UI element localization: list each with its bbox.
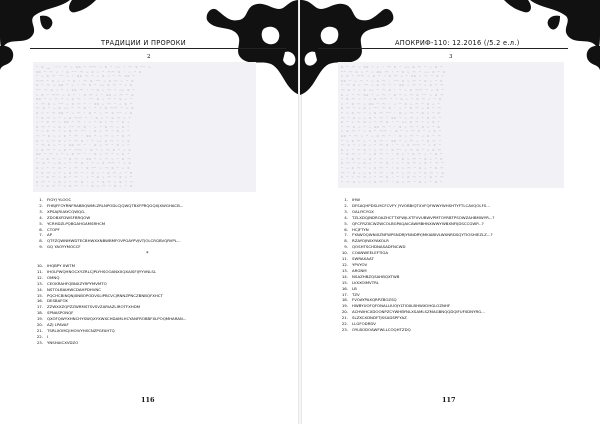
list-item-number: 23. xyxy=(36,339,43,345)
list-item-number: 17. xyxy=(341,291,348,297)
list-item-text: HWBYUOFQFONALLIUOJYLTIOXLBHWXOHGLOZNHF xyxy=(352,303,451,309)
list-item-text: IHQBPY XWTM xyxy=(47,263,75,268)
list-item-number: 19. xyxy=(341,303,348,309)
list-item-number: 18. xyxy=(36,310,43,316)
running-head: ТРАДИЦИИ И ПРОРОКИ xyxy=(101,39,187,47)
list-item-number: 4. xyxy=(39,214,43,220)
list-item-text: YNSHAICXVDZO xyxy=(47,339,79,345)
list-item-number: 14. xyxy=(36,286,43,292)
list-item-number: 13. xyxy=(36,280,43,286)
list-item-text: RZAYOJIWXYAKOLR xyxy=(352,238,389,244)
list-item-number: 3. xyxy=(39,208,43,214)
list-item-text: LB xyxy=(352,285,357,291)
list-item-text: CEOKRAHFQBNXZYRPYMVMTO xyxy=(47,280,107,286)
page-folio: 116 xyxy=(141,396,155,404)
cipher-list-a xyxy=(33,197,183,250)
list-item-number: 13. xyxy=(341,267,348,273)
list-item-text: SPNASPONQF xyxy=(47,310,74,316)
list-item-number: 21. xyxy=(341,315,348,321)
list-item-number: 2. xyxy=(39,202,43,208)
list-item-text: FVOAYPAXQRPZBOZSQ xyxy=(352,297,397,303)
list-item-number: 11. xyxy=(341,256,348,262)
list-item-text: ZZWXXZQPZZWRMSTSVSVZARIAZLIROTFXHDM xyxy=(47,304,141,310)
list-item-text: HCJFTYN xyxy=(352,226,369,232)
list-item-number: 9. xyxy=(39,244,43,250)
list-item-number: 5. xyxy=(344,220,348,226)
list-item-text: QFCFRZXCWZWCOLBGPAQAICAWMBHNXWWYWBXNFIJDSCCGWP...? xyxy=(352,220,484,226)
list-item xyxy=(338,327,494,333)
list-item-number: 11. xyxy=(36,268,43,274)
list-item-text: LLGFODRDV xyxy=(352,321,376,327)
list-item-text: I xyxy=(47,333,49,339)
list-item-number: 17. xyxy=(36,304,43,310)
list-item-number: 23. xyxy=(341,326,348,332)
list-item-number: 12. xyxy=(341,261,348,267)
cipher-list-b xyxy=(33,263,187,346)
list-item-text: TZV xyxy=(352,291,360,297)
list-item-text: AZJ LPAVAF xyxy=(47,322,69,328)
list-item-text: FYAWOQWNIXZNFWPSNDRJYNNDRYJMKIABIVLWXNRDSQYTIOSHIEZLZ...? xyxy=(352,232,493,238)
list-item-text: FHBJFFOYRNFRABBQWMLZRLNPODLCJQWQTBXFPRQGQXJXWGHACB... xyxy=(47,202,184,208)
list-item-text: IHW xyxy=(352,197,360,202)
list-item-number: 10. xyxy=(36,263,43,268)
list-item-number: 7. xyxy=(39,232,43,238)
list-item-text: SWRAXAAT xyxy=(352,256,374,262)
list-item-number: 22. xyxy=(341,321,348,327)
list-item-text: OYLBODOAWFWLLCOQHTZDQ xyxy=(352,326,411,332)
list-item-number: 9. xyxy=(344,244,348,250)
section-number: 3 xyxy=(449,54,453,60)
list-item-text: AP xyxy=(47,232,53,238)
running-head: АПОКРИФ-110: 12.2016 (/5.2 е.л.) xyxy=(395,39,520,47)
list-item-number: 6. xyxy=(39,226,43,232)
list-item-number: 4. xyxy=(344,214,348,220)
list-item-number: 20. xyxy=(341,309,348,315)
list-item-number: 20. xyxy=(36,322,43,328)
list-item-number: 10. xyxy=(341,250,348,256)
list-item-number: 16. xyxy=(341,285,348,291)
list-item-text: ARGNM xyxy=(352,267,367,273)
list-item-text: YCRHDZLPQBGAHGAMSRHCM xyxy=(47,220,106,226)
list-item-text: IHOLPWQHNOCXYZRLCJPLYHSOOANXXQXAISFIJYYVNLSL xyxy=(47,268,157,274)
list-item-number: 21. xyxy=(36,327,43,333)
list-item-number: 8. xyxy=(39,238,43,244)
list-item-number: 7. xyxy=(344,232,348,238)
header-rule xyxy=(318,48,568,49)
list-item-number: 14. xyxy=(341,273,348,279)
list-item-number: 18. xyxy=(341,297,348,303)
list-item-number: 12. xyxy=(36,274,43,280)
list-item-text: QTFZQWNMWDTECBHWXXNBWBMFOVPGAYPVJVTJOLCRGBVQRVPL... xyxy=(47,238,181,244)
list-item-text: TSRLXOMCJIHOIVYHSCNZPGFAHTQ xyxy=(47,327,115,333)
list-item-text: NSTOLBIAHWCDAHPDHVNC xyxy=(47,286,102,292)
list-item-number: 16. xyxy=(36,298,43,304)
header-rule xyxy=(30,48,286,49)
list-item-number: 2. xyxy=(344,202,348,208)
list-item-text: OALIYCYGX xyxy=(352,208,374,214)
list-item-number: 22. xyxy=(36,333,43,339)
list-item-text: QXOFQWYXHNCHYSWQXYXWXCHDAMLHCYANFROBBFXLPOQMHARAN... xyxy=(47,316,187,322)
list-item-text: CTOPF xyxy=(47,226,60,232)
list-item-text: GQ YAOYYMOCCF xyxy=(47,244,81,250)
list-item-text: ACHWHCXDOONPZCYWHBYNLXSAMLSZMAGBNQQDQIFUFIIDNYRG... xyxy=(352,309,485,315)
list-item-text: TZLXDQJNDROAZHCTTXFWJLXTFVVUBWVPMTOYRBTPSOWZAHBMWYR...? xyxy=(352,214,495,220)
cipher-list xyxy=(338,197,494,333)
list-item-text: NSAZHBZQSAHBQXTWB xyxy=(352,273,400,279)
list-item-number: 5. xyxy=(39,220,43,226)
list-item-number: 1. xyxy=(344,197,348,202)
list-item-text: QOSHTSCHDNASADFNCWD xyxy=(352,244,406,250)
list-item-number: 15. xyxy=(341,279,348,285)
list-item-text: DESBAFOX xyxy=(47,298,68,304)
list-item-text: XPSAJRUAYCQWQG. xyxy=(47,208,86,214)
list-item-number: 3. xyxy=(344,208,348,214)
list-item xyxy=(33,340,187,346)
list-item-text: DFSAQHPDSLMCFCVFY JYVOBBIQTXVFQFWWYWHSHTYFTLCAVQOLFS... xyxy=(352,202,490,208)
list-item xyxy=(33,244,183,250)
list-item-number: 19. xyxy=(36,316,43,322)
page-folio: 117 xyxy=(442,396,456,404)
list-item-text: YPVYOV xyxy=(352,261,368,267)
list-item-text: FIGYJ YLOOC xyxy=(47,197,72,202)
section-number: 2 xyxy=(147,54,151,60)
list-item-text: SLZXCXDNDFTJSSADSPFYAZ xyxy=(352,315,407,321)
scanned-cipher-image: ≈ ~ ⁓ ∼ ≈≈ ~ ∽ · ⁓ ≈ ~ ∼∼ ≈ ⁓ ~ ∽ ≈ ~ ~~ ⁓ ≈ ∼ ~ ∽ ≈≈ ⁓ · ~ ≈ ∼ ⁓ ~ ∽∽ ≈ ~ ≈ ∼ ≈ ~ ⁓⁓ ∽ ≈ ~ · ≈ ⁓ ∼ ~ ≈≈ ∽ ⁓ ~ ≈ ~ ≈≈ ~ ∼ ⁓ ~ ∽ ≈ ⁓ · ~~ ≈ ∼ ⁓ ~ ≈ ∽ ~ ≈ ~ ⁓ ≈ ∼ ~~ ∽ ≈ ⁓ ~ · ≈≈ ∼ ⁓ ~ ∽ ≈ ~ ⁓ ⁓ ≈ ~ ∼ ≈ ∽∽ ~ ⁓ ≈ · ~ ∼ ≈ ⁓⁓ ~ ∽ ≈ ~ ≈ ∼ ~ ⁓ ≈≈ ~ ∽ ⁓ · ≈ ~ ∼ ⁓ ≈ ~~ ∽ ≈ ⁓ ~ ≈ ⁓ ∼ ~ ∽ ≈ ⁓⁓ ~ · ≈ ∼ ~ ≈ ⁓ ∽ ~ ≈ ∽ ~ ≈ ⁓ ∼ ≈≈ ~ ⁓ · ∽ ~ ≈ ∼ ⁓ ~ ≈ ∽ ~ ≈ ⁓ ~ ∼ ≈ ∽ ~~ ⁓ ≈ · ∼ ~ ≈ ⁓ ∽ ≈ ~ ⁓ ~ ∼ ≈ ⁓ ~ ∽ ≈ ⁓ ~~ · ≈ ∼ ⁓ ~ ≈ ∽ ~ ≈ ⁓ ~ ≈ ∼ ∽ ≈ ~ ⁓ · ≈≈ ~ ∼ ⁓ ∽ ~ ≈ ⁓ ~ ≈ ~ ∼ ⁓ ≈ ∽ ~ ⁓ ≈ · ~ ∼∼ ≈ ⁓ ~ ∽ ≈ ~ ~ ⁓ ≈ ∼ ~ ∽ ≈≈ ⁓ ~ · ≈ ∼ ⁓ ~ ≈ ∽ ~ ≈ ∼ ≈ ⁓ ~ ∽ ≈ ~ ⁓⁓ · ≈ ~ ∼ ⁓ ≈ ~ ∽ ≈ ~ ≈≈ ~ ⁓ ∼ ~ ∽ ≈ ⁓ ~ · ≈ ∼ ⁓ ~ ∽ ≈ ~ ⁓ ~ ∽ ≈ ⁓ ∼ ~ ≈ ⁓ · ≈≈ ~ ∼ ⁓ ∽ ~ ≈ ⁓ ~ ⁓ ≈ ~ ∼ ≈ ∽ ~ ⁓ ≈ · ~ ∼ ≈ ⁓⁓ ~ ∽ ≈ ~ ≈ ∼ ~ ⁓ ≈ ~ ∽ ⁓ · ≈ ~~ ∼ ⁓ ≈ ~ ∽ ≈ ⁓ ~ ≈ ⁓ ∼ ~ ∽ ≈ ⁓ ~ · ≈ ∼ ~ ≈ ⁓ ∽ ~ ≈ ~ ∽ ~ ≈ ⁓ ∼ ≈ ~ ⁓ · ∽ ~ ≈ ∼ ⁓ ~ ≈ ∽ ~ ≈ ≈ ⁓ ~ ∼ ≈ ∽ ~ ⁓ ≈ · ∼ ~ ≈ ⁓ ∽ ≈ ~ ⁓ ~ ~ ∼ ≈ ⁓ ~ ∽ ≈ ⁓ ~ · ≈ ∼ ⁓ ~ ≈ ∽ ~ ≈ ⁓ ⁓ ~ ≈ ∼ ∽ ≈ ~ ⁓ · ≈ ~ ∼ ⁓ ∽ ~ ≈ ⁓ ~ ≈ ≈ ~ ∼ ⁓ ≈ ∽ ~ ⁓ ≈ · ~ ∼ ≈ ⁓ ~ ∽ ≈ ~ ⁓ ~ ⁓ ≈ ∼ ~ ∽ ≈ ⁓ ~ · ≈ ∼ ⁓ ~ ≈ ∽ ~ ≈ ~ xyxy=(338,62,564,188)
list-item-number: 15. xyxy=(36,292,43,298)
list-item-text: ZDOBXFDWSFBRQOW xyxy=(47,214,91,220)
list-item-number: 1. xyxy=(39,197,43,202)
scanned-cipher-image: ~ ≈ ﹏ ··· ⁓ ∽ ≈≈ ~ ⁓⁓ ∼ ≈ ~ ∽∽ · ⁓ ≈ ~~ ∼ ≈≈ ~ ⁓ ∽ · ≈ ~~ ⁓ ∼ ≈ ∽ ~ ⁓⁓ ≈ · ∼ ~ ≈ ~ ∽ ≈ ⁓ ~~ ∼ · ≈≈ ⁓ ~ ∽ ≈ ∼ ~ ⁓ ≈≈ ~ ⁓⁓ ~ ≈ ∼ ∽ ~ ≈ · ⁓ ≈ ~~ ∼ ≈ ⁓ ∽ ~ ≈ ≈ ~ ⁓ ∼ ≈≈ ~ ∽ · ⁓ ≈ ~ ∼∼ ≈ ⁓ ~ ∽ ≈ ~~ ⁓ ≈ ∼ ~ ∽ ≈≈ ⁓ · ~ ≈ ∼ ⁓ ~ ∽∽ ≈ ~ ∼ ≈ ~ ⁓⁓ ∽ ≈ ~ · ≈ ⁓ ∼ ~ ≈≈ ∽ ⁓ ~ ≈ ≈≈ ~ ∼ ⁓ ~ ∽ ≈ ⁓ · ~~ ≈ ∼ ⁓ ~ ≈ ∽ ~ ~ ⁓ ≈ ∼ ~~ ∽ ≈ ⁓ ~ · ≈≈ ∼ ⁓ ~ ∽ ≈ ~ ⁓ ≈ ~ ∼ ≈ ∽∽ ~ ⁓ ≈ · ~ ∼ ≈ ⁓⁓ ~ ∽ ≈ ≈ ∼ ~ ⁓ ≈≈ ~ ∽ ⁓ · ≈ ~ ∼ ⁓ ≈ ~~ ∽ ≈ ~ ≈ ⁓ ∼ ~ ∽ ≈ ⁓⁓ ~ · ≈ ∼ ~ ≈ ⁓ ∽ ~ ∽ ~ ≈ ⁓ ∼ ≈≈ ~ ⁓ · ∽ ~ ≈ ∼ ⁓ ~ ≈ ∽ ≈ ⁓ ~ ∼ ≈ ∽ ~~ ⁓ ≈ · ∼ ~ ≈ ⁓ ∽ ≈ ~ ~ ∼ ≈ ⁓ ~ ∽ ≈ ⁓ ~~ · ≈ ∼ ⁓ ~ ≈ ∽ ~ ⁓ ~ ≈ ∼ ∽ ≈ ~ ⁓ · ≈≈ ~ ∼ ⁓ ∽ ~ ≈ ⁓ ≈ ~ ∼ ⁓ ≈ ∽ ~ ⁓ ≈ · ~ ∼∼ ≈ ⁓ ~ ∽ ≈ ~ ⁓ ≈ ∼ ~ ∽ ≈≈ ⁓ ~ · ≈ ∼ ⁓ ~ ≈ ∽ ~ ∼ ≈ ⁓ ~ ∽ ≈ ~ ⁓⁓ · ≈ ~ ∼ ⁓ ≈ ~ ∽ ≈ ≈≈ ~ ⁓ ∼ ~ ∽ ≈ ⁓ ~ · ≈ ∼ ⁓ ~ ∽ ≈ ~ ~ ∽ ≈ ⁓ ∼ ~ ≈ ⁓ · ≈≈ ~ ∼ ⁓ ∽ ~ ≈ ⁓ ⁓ ≈ ~ ∼ ≈ ∽ ~ ⁓ ≈ · ~ ∼ ≈ ⁓⁓ ~ ∽ ≈ ≈ ∼ ~ ⁓ ≈ ~ ∽ ⁓ · ≈ ~~ ∼ ⁓ ≈ ~ ∽ ≈ ~ ≈ ⁓ ∼ ~ ∽ ≈ ⁓ ~ · ≈ ∼ ~ ≈ ⁓ ∽ ~ ≈ ∽ ~ ≈ ⁓ ∼ ≈ ~ ⁓ · ∽ ~ ≈ ∼ ⁓ ~ ≈ ∽ ~ ≈ ⁓ ~ ∼ ≈ ∽ ~ ⁓ ≈ · ∼ ~ ≈ ⁓ ∽ ≈ ~ ⁓ ~ ∼ ≈ ⁓ ~ ∽ ≈ ⁓ ~ · ≈ ∼ ⁓ ~ ≈ ∽ ~ ≈ xyxy=(33,62,256,192)
list-separator: * xyxy=(146,251,149,257)
list-item-text: OMNQ xyxy=(47,274,60,280)
list-item-text: COANWEELEFTIGA xyxy=(352,250,389,256)
right-page xyxy=(300,0,600,424)
list-item-number: 6. xyxy=(344,226,348,232)
list-item-text: LVXXOIMVTRL xyxy=(352,279,379,285)
list-item-text: PQCHCBINQNJXNBOPODVSLIPBCVCJRNNZPNCZBNBQFXHCT xyxy=(47,292,163,298)
list-item-number: 8. xyxy=(344,238,348,244)
